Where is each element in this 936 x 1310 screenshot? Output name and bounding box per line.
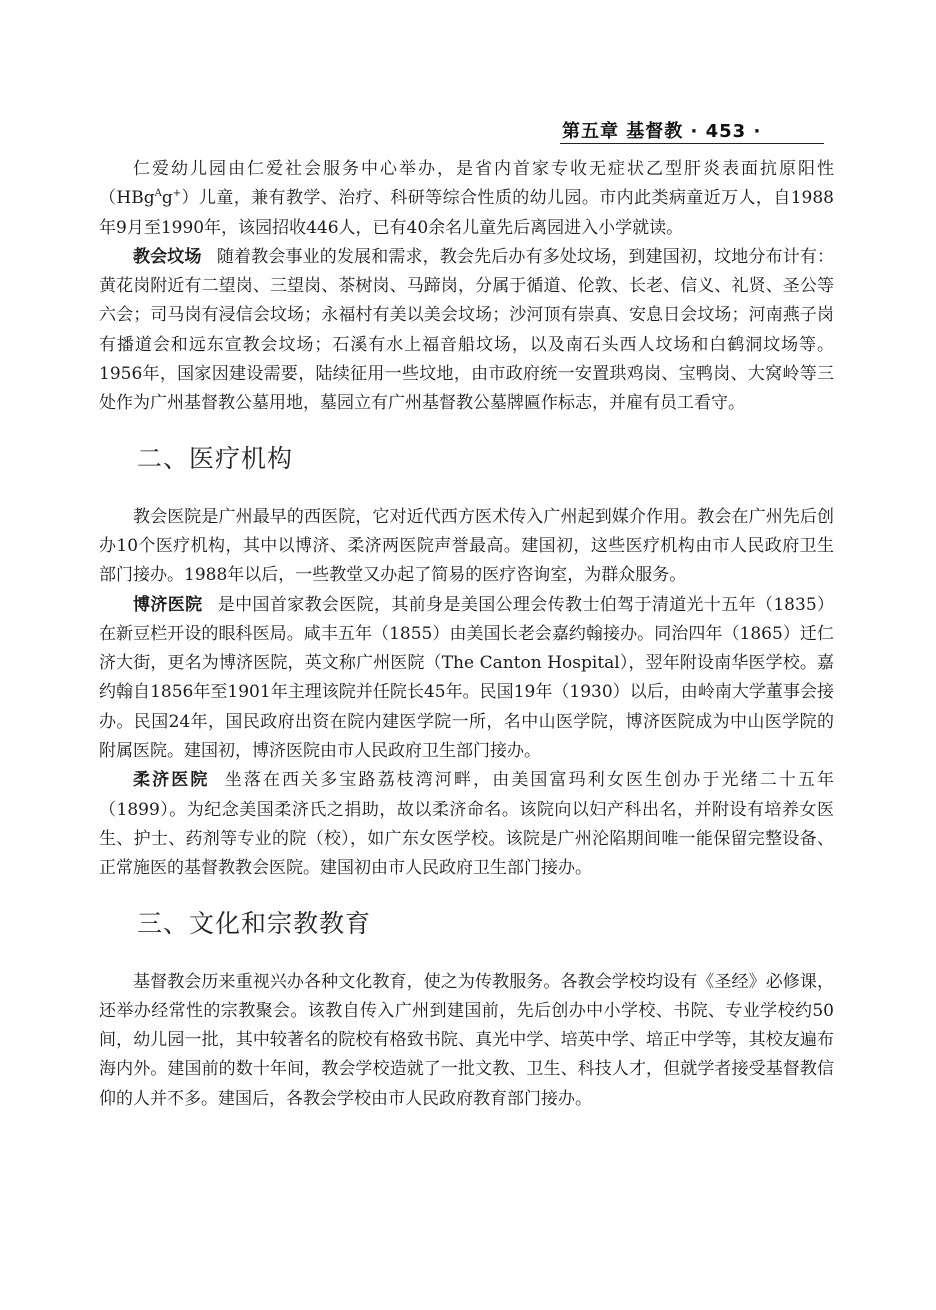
paragraph-kindergarten [99, 155, 834, 243]
section-heading-education: 三、文化和宗教教育 [137, 908, 372, 938]
paragraph-hospitals-intro [99, 503, 834, 591]
lead-term-rouji: 柔济医院 [133, 770, 210, 791]
paragraph-hospitals-intro-text: 教会医院是广州最早的西医院，它对近代西方医术传入广州起到媒介作用。教会在广州先后创办10个医疗机构，其中以博济、柔济两医院声誉最高。建国初，这些医疗机构由市人民政府卫生部门接办。1988年以后，一些教堂又办起了简易的医疗咨询室，为群众服务。 [99, 506, 834, 586]
lead-term-cemeteries: 教会坟场 [133, 246, 202, 267]
paragraph-kindergarten-part1: 仁爱幼儿园由仁爱社会服务中心举办，是省内首家专收无症状乙型肝炎表面抗原阳性（HBg [99, 159, 834, 209]
paragraph-boji-hospital [99, 591, 834, 767]
paragraph-rouji-text: 坐落在西关多宝路荔枝湾河畔，由美国富玛利女医生创办于光绪二十五年（1899）。为纪念美国柔济氏之捐助，故以柔济命名。该院向以妇产科出名，并附设有培养女医生、护士、药剂等专业的院（校），如广东女医学校。该院是广州沦陷期间唯一能保留完整设备、正常施医的基督教教会医院。建国初由市人民政府卫生部门接办。 [99, 770, 835, 879]
paragraph-cemeteries-text: 随着教会事业的发展和需求，教会先后办有多处坟场，到建国初，坟地分布计有：黄花岗附近有二望岗、三望岗、茶树岗、马蹄岗，分属于循道、伦敦、长老、信义、礼贤、圣公等六会；司马岗有浸信会坟场；永福村有美以美会坟场；沙河顶有崇真、安息日会坟场；河南燕子岗有播道会和远东宣教会坟场；石溪有水上福音船坟场，以及南石头西人坟场和白鹤洞坟场等。1956年，国家因建设需要，陆续征用一些坟地，由市政府统一安置珙鸡岗、宝鸭岗、大窝岭等三处作为广州基督教公墓用地，墓园立有广州基督教公墓牌匾作标志，并雇有员工看守。 [99, 246, 835, 414]
lead-term-boji: 博济医院 [133, 594, 203, 615]
paragraph-boji-text: 是中国首家教会医院，其前身是美国公理会传教士伯驾于清道光十五年（1835）在新豆栏开设的眼科医局。咸丰五年（1855）由美国长老会嘉约翰接办。同治四年（1865）迁仁济大街，更名为博济医院，英文称广州医院（The Canton Hospital），翌年附设南华医学校。嘉约翰自1856年至1901年主理该院并任院长45年。民国19年（1930）以后，由岭南大学董事会接办。民国24年，国民政府出资在院内建医学院一所，名中山医学院，博济医院成为中山医学院的附属医院。建国初，博济医院由市人民政府卫生部门接办。 [99, 594, 834, 762]
section-heading-medical: 二、医疗机构 [137, 443, 294, 473]
paragraph-cemeteries [99, 243, 834, 419]
paragraph-rouji-hospital [99, 766, 834, 883]
paragraph-education-text: 基督教会历来重视兴办各种文化教育，使之为传教服务。各教会学校均设有《圣经》必修课，还举办经常性的宗教聚会。该教自传入广州到建国前，先后创办中小学校、书院、专业学校约50间，幼儿园一批，其中较著名的院校有格致书院、真光中学、培英中学、培正中学等，其校友遍布海内外。建国前的数十年间，教会学校造就了一批文教、卫生、科技人才，但就学者接受基督教信仰的人并不多。建国后，各教会学校由市人民政府教育部门接办。 [99, 971, 834, 1109]
paragraph-kindergarten-part3: ）儿童，兼有教学、治疗、科研等综合性质的幼儿园。市内此类病童近万人，自1988年9月至1990年，该园招收446人，已有40余名儿童先后离园进入小学就读。 [99, 188, 834, 238]
paragraph-kindergarten-part2: g [161, 188, 173, 209]
superscript-plus: + [172, 188, 182, 200]
paragraph-education [99, 968, 834, 1114]
page-body [99, 155, 834, 1114]
header-rule [560, 143, 824, 144]
superscript-a: A [154, 188, 162, 200]
running-header: 第五章 基督教 · 453 · [562, 121, 762, 142]
